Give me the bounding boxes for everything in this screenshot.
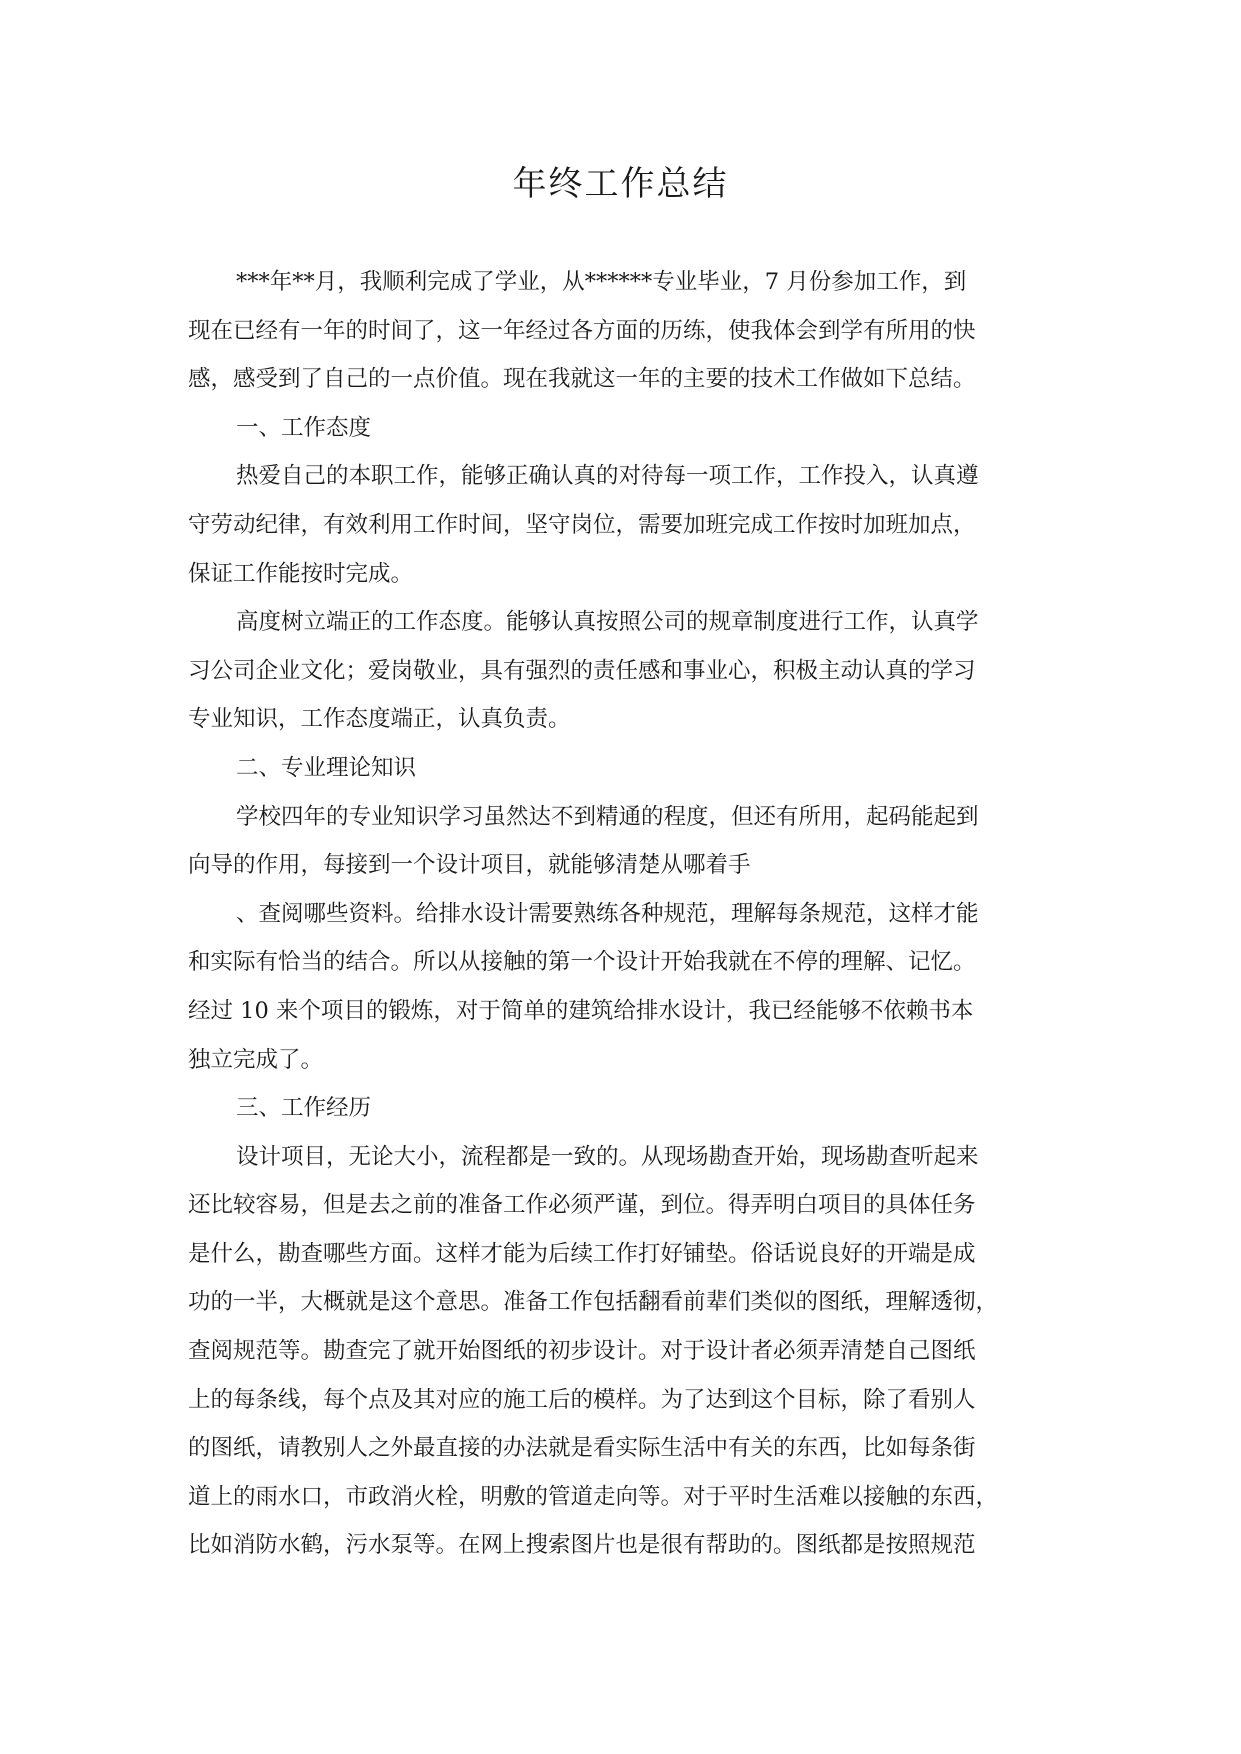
text-line: 高度树立端正的工作态度。能够认真按照公司的规章制度进行工作，认真学: [236, 609, 979, 636]
text-line: 是什么，勘查哪些方面。这样才能为后续工作打好铺垫。俗话说良好的开端是成: [188, 1240, 976, 1267]
text-line: 的图纸，请教别人之外最直接的办法就是看实际生活中有关的东西，比如每条街: [188, 1435, 976, 1462]
text-line: 专业知识，工作态度端正，认真负责。: [188, 706, 571, 733]
text-line: 三、工作经历: [236, 1095, 372, 1122]
text-line: 查阅规范等。勘查完了就开始图纸的初步设计。对于设计者必须弄清楚自己图纸: [188, 1338, 976, 1365]
text-line: 二、专业理论知识: [236, 754, 417, 781]
text-line: 比如消防水鹤，污水泵等。在网上搜索图片也是很有帮助的。图纸都是按照规范: [188, 1532, 976, 1559]
text-line: 感，感受到了自己的一点价值。现在我就这一年的主要的技术工作做如下总结。: [188, 366, 976, 393]
text-line: 独立完成了。: [188, 1046, 324, 1073]
text-line: ***年**月，我顺利完成了学业，从******专业毕业，7 月份参加工作，到: [236, 269, 967, 295]
document-body: [188, 258, 1060, 1570]
text-line: 习公司企业文化；爱岗敬业，具有强烈的责任感和事业心，积极主动认真的学习: [188, 657, 976, 684]
text-line: 一、工作态度: [236, 414, 372, 441]
text-line: 现在已经有一年的时间了，这一年经过各方面的历练，使我体会到学有所用的快: [188, 317, 976, 344]
text-line: 设计项目，无论大小，流程都是一致的。从现场勘查开始，现场勘查听起来: [236, 1143, 979, 1170]
text-line: 经过 10 来个项目的锻炼，对于简单的建筑给排水设计，我已经能够不依赖书本: [188, 997, 974, 1024]
text-line: 守劳动纪律，有效利用工作时间，坚守岗位，需要加班完成工作按时加班加点，: [188, 511, 976, 538]
text-line: 学校四年的专业知识学习虽然达不到精通的程度，但还有所用，起码能起到: [236, 803, 979, 830]
text-line: 上的每条线，每个点及其对应的施工后的模样。为了达到这个目标，除了看别人: [188, 1386, 976, 1413]
document-title: 年终工作总结: [512, 164, 729, 204]
text-line: 、查阅哪些资料。给排水设计需要熟练各种规范，理解每条规范，这样才能: [236, 900, 979, 927]
text-line: 功的一半，大概就是这个意思。准备工作包括翻看前辈们类似的图纸，理解透彻，: [188, 1289, 999, 1316]
text-line: 还比较容易，但是去之前的准备工作必须严谨，到位。得弄明白项目的具体任务: [188, 1192, 976, 1219]
text-line: 和实际有恰当的结合。所以从接触的第一个设计开始我就在不停的理解、记忆。: [188, 949, 976, 976]
text-line: 保证工作能按时完成。: [188, 560, 414, 587]
text-line: 热爱自己的本职工作，能够正确认真的对待每一项工作，工作投入，认真遵: [236, 463, 979, 490]
text-line: 道上的雨水口，市政消火栓，明敷的管道走向等。对于平时生活难以接触的东西，: [188, 1483, 999, 1510]
text-line: 向导的作用，每接到一个设计项目，就能够清楚从哪着手: [188, 852, 751, 879]
